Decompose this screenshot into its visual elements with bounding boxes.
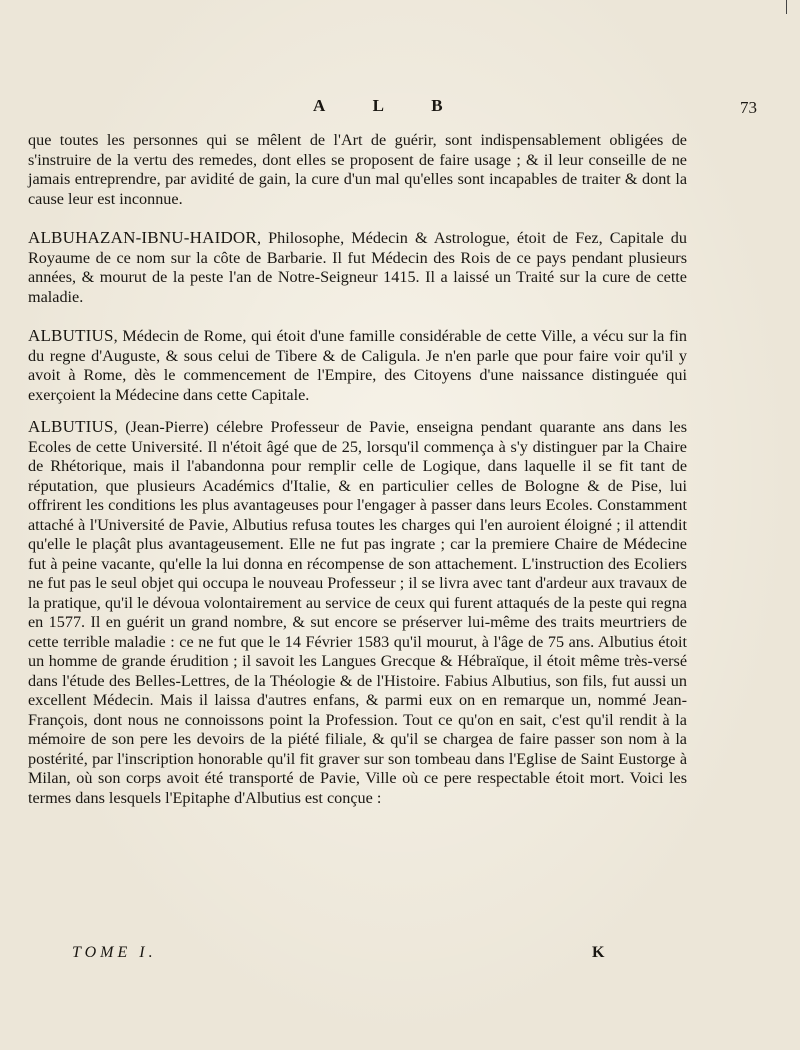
entry-headword: ALBUHAZAN-IBNU-HAIDOR	[28, 228, 257, 247]
entry-text: , Philosophe, Médecin & Astrologue, étoit de Fez, Capitale du Royaume de ce nom sur la côte de Barbarie. Il fut Médecin des Rois de ce pays pendant plusieurs années, & mourut de la peste l'an de Notre-Seigneur 1415. Il a laissé un Traité sur la cure de cette maladie.	[28, 229, 687, 306]
entry-headword: ALBUTIUS	[28, 326, 114, 345]
running-title: A L B	[313, 96, 465, 115]
entry-text: , (Jean-Pierre) célebre Professeur de Pavie, enseigna pendant quarante ans dans les Ecoles de cette Université. Il n'étoit âgé que de 25, lorsqu'il commença à s'y distinguer par la Chaire de Rhétorique, mais il l'abandonna pour remplir celle de Logique, dans laquelle il se fit tant de réputation, que plusieurs Académics d'Italie, & en particulier celles de Bologne & de Pise, lui offrirent les conditions les plus avantageuses pour l'engager à passer dans leurs Ecoles. Constamment attaché à l'Université de Pavie, Albutius refusa toutes les charges qui l'en auroient éloigné ; il attendit qu'elle le plaçât plus avantageusement. Elle ne fut pas ingrate ; car la premiere Chaire de Médecine fut à peine vacante, qu'elle la lui donna en récompense de son attachement. L'instruction des Ecoliers ne fut pas le seul objet qui occupa le nouveau Professeur ; il se livra avec tant d'ardeur aux travaux de la pratique, qu'il le dévoua volontairement au service de ceux qui furent attaqués de la peste qui regna en 1577. Il en guérit un grand nombre, & sut encore se préserver lui-même des traits meurtriers de cette terrible maladie : ce ne fut que le 14 Février 1583 qu'il mourut, à l'âge de 75 ans. Albutius étoit un homme de grande érudition ; il savoit les Langues Grecque & Hébraïque, il étoit même très-versé dans l'étude des Belles-Lettres, de la Théologie & de l'Histoire. Fabius Albutius, son fils, fut aussi un excellent Médecin. Mais il laissa d'autres enfans, & parmi eux on en remarque un, nommé Jean-François, dont nous ne connoissons point la Profession. Tout ce qu'on en sait, c'est qu'il rendit à la mémoire de son pere les devoirs de la piété filiale, & qu'il se chargea de faire passer son nom à la postérité, par l'inscription honorable qu'il fit graver sur son tombeau dans l'Eglise de Saint Eustorge à Milan, où son corps avoit été transporté de Pavie, Ville où ce pere respectable étoit mort. Voici les termes dans lesquels l'Epitaphe d'Albutius est conçue :	[28, 418, 687, 807]
entry-headword: ALBUTIUS	[28, 417, 114, 436]
running-head	[0, 96, 800, 120]
volume-label: TOME I.	[72, 944, 157, 961]
page-edge-mark	[786, 0, 787, 14]
paragraph-continuation	[28, 131, 687, 209]
paragraph-text: que toutes les personnes qui se mêlent de l'Art de guérir, sont indispensablement obligées de s'instruire de la vertu des remedes, dont elles se proposent de faire usage ; & il leur conseille de ne jamais entreprendre, par avidité de gain, la cure d'un mal qu'elles sont incapables de traiter & dont la cause leur est inconnue.	[28, 131, 687, 208]
entry-albuhazan	[28, 228, 687, 307]
body-text	[28, 131, 687, 808]
entry-text: , Médecin de Rome, qui étoit d'une famille considérable de cette Ville, a vécu sur la fin du regne d'Auguste, & sous celui de Tibere & de Caligula. Je n'en parle que pour faire voir qu'il y avoit à Rome, dès le commencement de l'Empire, des Citoyens d'une naissance distinguée qui exerçoient la Médecine dans cette Capitale.	[28, 327, 687, 404]
entry-albutius-rome	[28, 326, 687, 405]
entry-albutius-jean-pierre	[28, 417, 687, 808]
page-footer	[0, 944, 800, 966]
signature-mark: K	[592, 944, 605, 961]
page-number: 73	[740, 98, 757, 117]
